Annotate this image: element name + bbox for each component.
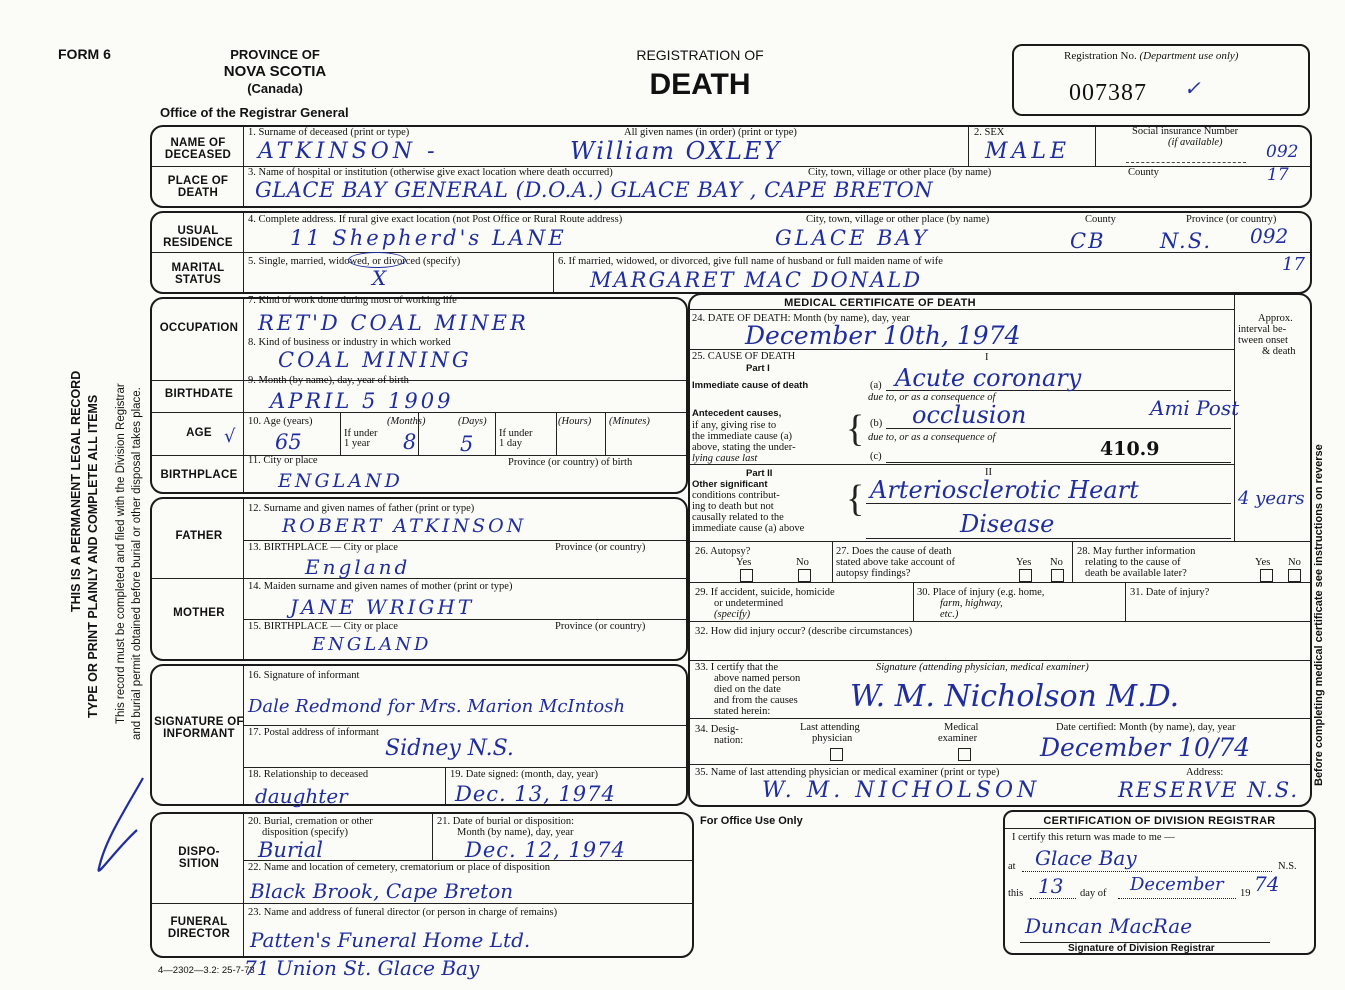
label-last-attending-1: Last attending: [800, 722, 860, 733]
label-sin-note: (if available): [1168, 137, 1223, 148]
label-medical-examiner-2: examiner: [938, 733, 978, 744]
label-consequence-1: due to, or as a consequence of: [868, 392, 996, 403]
autopsy-no-checkbox[interactable]: [798, 569, 811, 582]
label-other-4: causally related to the: [692, 512, 784, 523]
label-father-birthplace: 13. BIRTHPLACE — City or place: [248, 542, 398, 553]
section-age: AGE: [186, 427, 212, 439]
label-autopsy-yes: Yes: [736, 557, 752, 568]
reverse-instructions-note: Before completing medical certificate see instructions on reverse: [1313, 444, 1325, 786]
entry-date-signed: Dec. 13, 1974: [455, 782, 616, 806]
label-part2: Part II: [746, 468, 773, 479]
label-c: (c): [870, 451, 882, 462]
entry-sin-code: 092: [1266, 142, 1299, 162]
label-consequence-2: due to, or as a consequence of: [868, 432, 996, 443]
label-ante-5: lying cause last: [692, 453, 758, 464]
margin-pen-mark: [85, 770, 155, 890]
label-res-city: City, town, village or other place (by name): [806, 214, 990, 225]
label-disposition: 20. Burial, cremation or other: [248, 816, 373, 827]
entry-father-birthplace: England: [305, 555, 411, 579]
label-certify-return: I certify this return was made to me —: [1012, 832, 1175, 843]
entry-registrar-place: Glace Bay: [1035, 846, 1137, 870]
entry-date-certified: December 10/74: [1040, 733, 1251, 762]
label-approx-3: tween onset: [1238, 335, 1288, 346]
entry-cause-code: 410.9: [1100, 438, 1160, 460]
section-occupation: OCCUPATION: [159, 322, 239, 334]
label-approx-1: Approx.: [1258, 313, 1293, 324]
label-date-of-death: 24. DATE OF DEATH: Month (by name), day, year: [692, 313, 910, 324]
section-marital-status: MARITAL STATUS: [171, 262, 225, 286]
label-birth-city: 11. City or place: [248, 455, 318, 466]
entry-informant-signature: Dale Redmond for Mrs. Marion McIntosh: [248, 696, 626, 717]
entry-physician-signature: W. M. Nicholson M.D.: [850, 679, 1180, 714]
entry-surname: ATKINSON -: [258, 139, 439, 164]
entry-registrar-month: December: [1130, 874, 1224, 895]
entry-cause-b2: Ami Post: [1150, 396, 1240, 420]
entry-place-county-code: 17: [1267, 165, 1289, 185]
label-ante-2: if any, giving rise to: [692, 420, 777, 431]
entry-age-months: 8: [403, 430, 417, 454]
label-father-name: 12. Surname and given names of father (print or type): [248, 503, 475, 514]
section-disposition: DISPO- SITION: [178, 846, 220, 870]
form-number: FORM 6: [58, 46, 111, 62]
further-yes-checkbox[interactable]: [1260, 569, 1273, 582]
entry-spouse: MARGARET MAC DONALD: [590, 268, 923, 292]
label-accident-2: or undetermined: [714, 598, 784, 609]
label-cause-of-death: 25. CAUSE OF DEATH: [692, 351, 796, 362]
further-no-checkbox[interactable]: [1288, 569, 1301, 582]
form-code: 4—2302—3.2: 25-7-73: [158, 965, 255, 976]
findings-yes-checkbox[interactable]: [1019, 569, 1032, 582]
label-burial-date: 21. Date of burial or disposition:: [437, 816, 575, 827]
label-ante-4: above, stating the under-: [692, 442, 796, 453]
label-a: (a): [870, 380, 882, 391]
last-attending-checkbox[interactable]: [830, 748, 843, 761]
label-roman-1: I: [985, 352, 989, 363]
label-physician-name: 35. Name of last attending physician or medical examiner (print or type): [695, 767, 1000, 778]
section-place-of-death: PLACE OF DEATH: [167, 175, 229, 199]
province-line2: NOVA SCOTIA: [223, 63, 327, 80]
entry-mother-birthplace: ENGLAND: [312, 634, 432, 655]
label-date-signed: 19. Date signed: (month, day, year): [450, 769, 599, 780]
label-res-province: Province (or country): [1186, 214, 1277, 225]
label-findings-no: No: [1050, 557, 1063, 568]
province-line3: (Canada): [247, 81, 303, 96]
registration-number-box: [1012, 44, 1310, 116]
label-informant-address: 17. Postal address of informant: [248, 727, 379, 738]
label-disposition-specify: disposition (specify): [262, 827, 349, 838]
label-further-info-1: 28. May further information: [1077, 546, 1196, 557]
registrar-certification-title: CERTIFICATION OF DIVISION REGISTRAR: [1043, 815, 1276, 827]
label-registrar-signature: Signature of Division Registrar: [1068, 943, 1215, 954]
brace-antecedent: {: [846, 408, 865, 450]
label-autopsy: 26. Autopsy?: [695, 546, 751, 557]
death-title: DEATH: [649, 68, 751, 101]
type-or-print-note: TYPE OR PRINT PLAINLY AND COMPLETE ALL ITEMS: [86, 394, 100, 718]
entry-funeral-address: 71 Union St. Glace Bay: [244, 956, 480, 980]
label-age-minutes: (Minutes): [609, 416, 650, 427]
label-injury-how: 32. How did injury occur? (describe circumstances): [695, 626, 913, 637]
label-autopsy-findings-3: autopsy findings?: [836, 568, 911, 579]
label-address: 4. Complete address. If rural give exact location (not Post Office or Rural Route address): [248, 214, 623, 225]
entry-spouse-code: 17: [1282, 254, 1305, 275]
section-birthdate: BIRTHDATE: [164, 388, 234, 400]
autopsy-yes-checkbox[interactable]: [740, 569, 753, 582]
section-usual-residence: USUAL RESIDENCE: [163, 225, 233, 249]
entry-registrar-day: 13: [1038, 874, 1064, 898]
brace-other: {: [846, 478, 865, 520]
entry-father: ROBERT ATKINSON: [282, 515, 527, 537]
sin-boxes: [1126, 150, 1246, 163]
filing-instruction-1: This record must be completed and filed with the Division Registrar: [115, 383, 127, 724]
entry-industry: COAL MINING: [278, 348, 472, 372]
label-sin: Social insurance Number: [1132, 126, 1239, 137]
label-date-certified: Date certified: Month (by name), day, year: [1056, 722, 1236, 733]
section-birthplace: BIRTHPLACE: [160, 469, 238, 481]
entry-residence-code: 092: [1250, 224, 1289, 248]
entry-place-of-death: GLACE BAY GENERAL (D.O.A.) GLACE BAY , CAPE BRETON: [255, 178, 934, 202]
section-signature-informant: SIGNATURE OF INFORMANT: [154, 716, 244, 740]
label-death-county: County: [1128, 167, 1159, 178]
label-funeral-director: 23. Name and address of funeral director (or person in charge of remains): [248, 907, 558, 918]
label-birth-province: Province (or country) of birth: [508, 457, 633, 468]
medical-examiner-checkbox[interactable]: [958, 748, 971, 761]
entry-registrar-signature: Duncan MacRae: [1025, 914, 1193, 938]
label-further-no: No: [1288, 557, 1301, 568]
entry-physician-name: W. M. NICHOLSON: [762, 778, 1041, 803]
office-use-label: For Office Use Only: [700, 815, 803, 827]
label-age: 10. Age (years): [248, 416, 313, 427]
label-b: (b): [870, 418, 883, 429]
section-mother: MOTHER: [173, 607, 225, 619]
label-approx-2: interval be-: [1238, 324, 1287, 335]
label-certify-2: above named person: [714, 673, 801, 684]
label-1year: 1 year: [344, 438, 370, 449]
label-1day: 1 day: [499, 438, 523, 449]
entry-physician-address: RESERVE N.S.: [1118, 778, 1300, 802]
label-further-info-2: relating to the cause of: [1085, 557, 1181, 568]
label-age-days: (Days): [458, 416, 487, 427]
reg-no-label: Registration No. (Department use only): [1064, 50, 1239, 62]
label-marital: 5. Single, married, widowed, or divorced (specify): [248, 256, 461, 267]
label-age-hours: (Hours): [558, 416, 592, 427]
label-birthdate: 9. Month (by name), day, year of birth: [248, 375, 409, 386]
entry-residence-county: CB: [1070, 229, 1106, 253]
label-part1: Part I: [746, 363, 770, 374]
label-certify-4: and from the causes: [714, 695, 798, 706]
label-roman-2: II: [985, 467, 992, 478]
entry-disposition: Burial: [258, 838, 323, 862]
label-registrar-19: 19: [1240, 888, 1251, 899]
label-work: 7. Kind of work done during most of working life: [248, 295, 457, 306]
entry-occupation: RET'D COAL MINER: [258, 311, 529, 335]
label-ante-1: Antecedent causes,: [692, 408, 782, 419]
label-injury-place-3: etc.): [940, 609, 959, 620]
entry-residence-province: N.S.: [1160, 229, 1213, 253]
entry-residence-city: GLACE BAY: [775, 226, 930, 250]
label-registrar-ns: N.S.: [1278, 861, 1297, 872]
label-ante-3: the immediate cause (a): [692, 431, 792, 442]
section-funeral-director: FUNERAL DIRECTOR: [167, 916, 231, 940]
label-medical-examiner-1: Medical: [944, 722, 979, 733]
label-certify-1: 33. I certify that the: [695, 662, 779, 673]
label-hospital: 3. Name of hospital or institution (otherwise give exact location where death occurred): [248, 167, 613, 178]
entry-funeral-director: Patten's Funeral Home Ltd.: [250, 928, 531, 952]
label-death-city: City, town, village or other place (by name): [808, 167, 992, 178]
entry-given-names: William OXLEY: [570, 137, 782, 165]
permanent-record-note: THIS IS A PERMANENT LEGAL RECORD: [69, 370, 83, 612]
entry-birthplace: ENGLAND: [278, 470, 403, 492]
label-injury-place-2: farm, highway,: [940, 598, 1003, 609]
findings-no-checkbox[interactable]: [1051, 569, 1064, 582]
label-mother-birthplace: 15. BIRTHPLACE — City or place: [248, 621, 398, 632]
label-other-3: ing to death but not: [692, 501, 774, 512]
label-industry: 8. Kind of business or industry in which worked: [248, 337, 451, 348]
label-physician-signature: Signature (attending physician, medical examiner): [876, 662, 1089, 673]
entry-cause-part2: Arteriosclerotic Heart: [870, 476, 1139, 504]
medical-title: MEDICAL CERTIFICATE OF DEATH: [784, 297, 976, 309]
label-other-2: conditions contribut-: [692, 490, 780, 501]
label-certify-5: stated herein:: [714, 706, 771, 717]
entry-age-years: 65: [275, 430, 302, 454]
section-father: FATHER: [175, 530, 223, 542]
label-registrar-at: at: [1008, 861, 1016, 872]
filing-instruction-2: and burial permit obtained before burial or other disposal takes place.: [131, 387, 143, 740]
label-under1: If under: [344, 428, 378, 439]
label-autopsy-no: No: [796, 557, 809, 568]
label-approx-4: & death: [1262, 346, 1296, 357]
entry-age-days: 5: [460, 432, 474, 456]
entry-cause-a: Acute coronary: [895, 364, 1082, 392]
entry-relationship: daughter: [255, 784, 348, 808]
label-res-county: County: [1085, 214, 1116, 225]
entry-sex: MALE: [985, 139, 1071, 164]
label-accident-3: (specify): [714, 609, 751, 620]
label-further-info-3: death be available later?: [1085, 568, 1187, 579]
label-further-yes: Yes: [1255, 557, 1271, 568]
label-spouse: 6. If married, widowed, or divorced, give full name of husband or full maiden name of wife: [558, 256, 943, 267]
label-injury-place-1: 30. Place of injury (e.g. home,: [917, 587, 1045, 598]
label-accident-1: 29. If accident, suicide, homicide: [695, 587, 835, 598]
label-registrar-day-of: day of: [1080, 888, 1107, 899]
entry-registrar-year: 74: [1254, 872, 1280, 896]
office-of-registrar: Office of the Registrar General: [160, 105, 349, 120]
label-under2: If under: [499, 428, 533, 439]
label-designation-1: 34. Desig-: [695, 724, 739, 735]
label-findings-yes: Yes: [1016, 557, 1032, 568]
province-line1: PROVINCE OF: [230, 47, 320, 62]
entry-cause-interval: 4 years: [1238, 488, 1305, 509]
label-surname: 1. Surname of deceased (print or type): [248, 127, 410, 138]
entry-cemetery: Black Brook, Cape Breton: [250, 879, 514, 903]
label-certify-3: died on the date: [714, 684, 781, 695]
entry-marital: X: [372, 266, 387, 290]
label-cemetery: 22. Name and location of cemetery, crematorium or place of disposition: [248, 862, 550, 873]
label-other-1: Other significant: [692, 479, 768, 490]
label-relationship: 18. Relationship to deceased: [248, 769, 369, 780]
entry-residence-address: 11 Shepherd's LANE: [290, 226, 567, 250]
label-designation-2: nation:: [714, 735, 744, 746]
reg-no-value: 007387: [1069, 80, 1147, 106]
label-other-5: immediate cause (a) above: [692, 523, 805, 534]
entry-date-of-death: December 10th, 1974: [745, 321, 1021, 350]
label-autopsy-findings-1: 27. Does the cause of death: [836, 546, 952, 557]
entry-mother: JANE WRIGHT: [290, 595, 475, 619]
label-sex: 2. SEX: [974, 127, 1005, 138]
label-burial-date-format: Month (by name), day, year: [457, 827, 574, 838]
reg-checkmark: ✓: [1184, 76, 1201, 100]
entry-informant-address: Sidney N.S.: [385, 736, 514, 761]
label-autopsy-findings-2: stated above take account of: [836, 557, 955, 568]
entry-cause-b: occlusion: [912, 401, 1027, 429]
label-registrar-this: this: [1008, 888, 1024, 899]
label-mother-name: 14. Maiden surname and given names of mother (print or type): [248, 581, 513, 592]
entry-age-check: √: [224, 426, 236, 447]
entry-burial-date: Dec. 12, 1974: [465, 838, 626, 862]
label-last-attending-2: physician: [812, 733, 853, 744]
label-informant-signature: 16. Signature of informant: [248, 670, 360, 681]
label-age-months: (Months): [387, 416, 426, 427]
entry-cause-part2b: Disease: [960, 510, 1055, 538]
label-physician-address: Address:: [1186, 767, 1224, 778]
section-deceased: NAME OF DECEASED: [164, 137, 232, 161]
entry-birthdate: APRIL 5 1909: [270, 389, 454, 413]
registration-of-label: REGISTRATION OF: [636, 47, 764, 63]
label-father-province: Province (or country): [555, 542, 646, 553]
label-injury-date: 31. Date of injury?: [1130, 587, 1210, 598]
label-given-names: All given names (in order) (print or type): [624, 127, 797, 138]
label-mother-province: Province (or country): [555, 621, 646, 632]
label-immediate: Immediate cause of death: [692, 380, 809, 391]
